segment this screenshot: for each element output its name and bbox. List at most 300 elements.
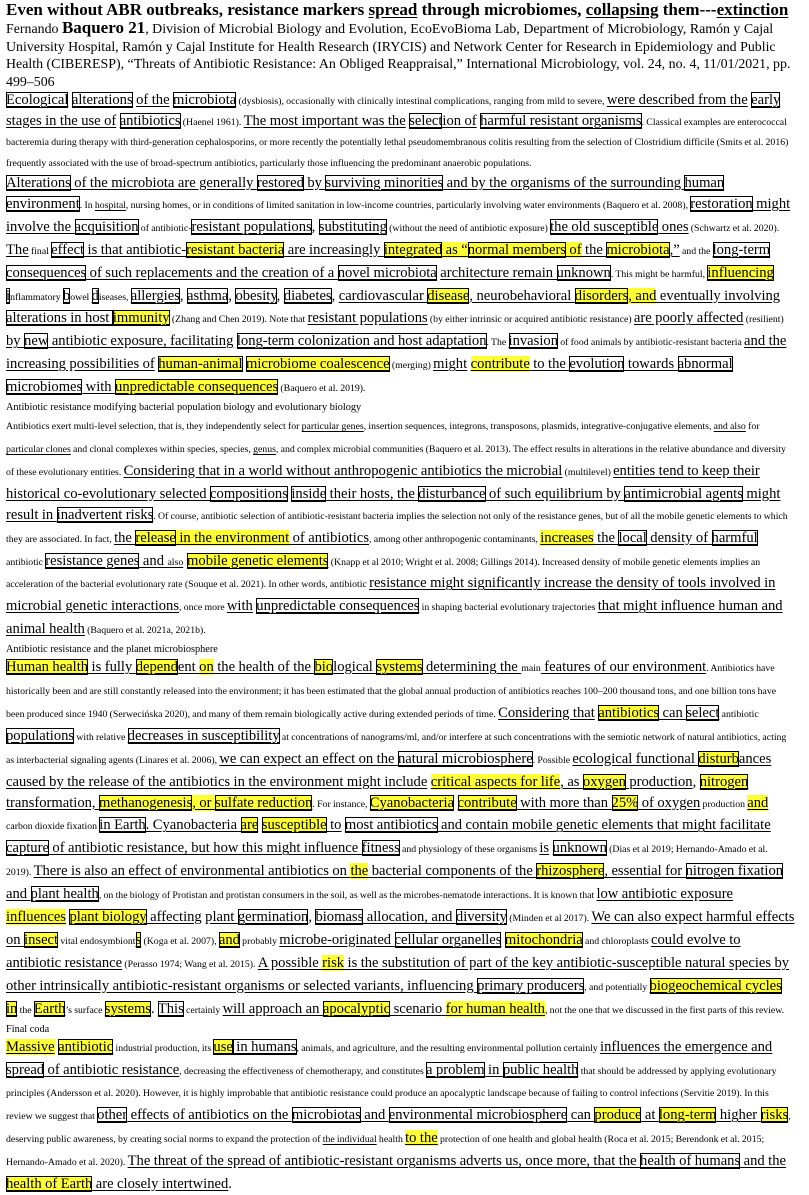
text-run: that might influence human and animal health [6, 598, 783, 638]
text-run: immunity [112, 310, 170, 327]
text-group [541, 659, 706, 675]
text-run: antibiotics [598, 704, 660, 721]
text-run: Ecological [6, 92, 69, 109]
text-run: human-animal [158, 356, 243, 373]
text-run: cardiovascular [338, 287, 428, 304]
text-run: eventually involving [656, 287, 781, 304]
text-run: (resilient) [743, 314, 784, 326]
text-run: and the [740, 1153, 786, 1170]
text-run: harmful [711, 529, 758, 546]
text-run: b [62, 287, 71, 304]
text-run: stages in the use of [6, 112, 117, 129]
text-run: , among other anthropogenic contaminants, [369, 533, 541, 545]
text-group [6, 728, 74, 744]
text-group [6, 659, 521, 675]
text-run: production [625, 773, 693, 790]
text-group [6, 92, 236, 108]
text-group [213, 1039, 296, 1055]
text-run: . [228, 1176, 232, 1193]
text-run: alterations [71, 92, 133, 109]
text-run: effect [51, 241, 85, 258]
text-run: , once more [179, 602, 227, 614]
text-group [634, 310, 744, 326]
text-run: risk [322, 954, 345, 971]
text-group [584, 982, 649, 993]
text-run: on [199, 659, 214, 676]
text-run: to the [529, 356, 570, 373]
text-group [187, 553, 328, 569]
text-run: the [114, 529, 136, 546]
text-run: , neurobehavioral [469, 287, 575, 304]
text-run: carbon dioxide fixation [6, 821, 100, 833]
text-run: with [226, 598, 253, 615]
text-run: nflammatory [10, 291, 63, 303]
text-run: Considering that [498, 704, 595, 721]
text-run: resistant populations [307, 310, 428, 327]
text-run: hospital [94, 199, 126, 211]
text-run: potentially [605, 981, 650, 993]
text-run: microbiota [173, 92, 237, 109]
paragraph-1 [6, 91, 795, 173]
text-run: health of humans [640, 1153, 741, 1170]
text-run: (Dias et al 2019; Hernando-Amado et al. 2019). [6, 844, 768, 879]
text-run: germination [237, 909, 309, 926]
text-group [128, 728, 280, 744]
text-run: restored [256, 175, 304, 191]
text-run: the old susceptible [550, 218, 659, 235]
text-run: to the [405, 1130, 438, 1147]
text-run: (Knapp et al 2010; Wright et al. 2008; Gillings 2014). Increased density of mobile genetic elements implies an acceleration of the bacterial evolutionary rate (Souque et al. 2021). In other words, antibiotic [6, 556, 761, 591]
text-run: of the [136, 92, 170, 109]
text-run: , [331, 287, 339, 304]
text-run: human environment [6, 175, 725, 212]
text-run: that should be addressed by applying evolutionary principles (Andersson et al. 2020). However, it is highly improbable that antibiotic resistance could produce an apocalyptic landscape because of failing to control infections (Servitie 2019). In this review we suggest that [6, 1065, 777, 1123]
text-run: , deserving public awareness, by creating social norms to expand the protection of [6, 1111, 791, 1146]
text-run: of oxygen [638, 794, 701, 811]
text-group [219, 751, 532, 767]
text-run: with more than [516, 794, 612, 811]
text-run: (multilevel) [562, 466, 614, 478]
citation-author: Baquero 21 [61, 18, 146, 37]
text-run: natural microbiosphere [397, 750, 533, 767]
text-group [370, 795, 701, 811]
text-run: depend [135, 659, 178, 676]
text-run: critical aspects for life [430, 773, 561, 790]
text-run: resistance genes [45, 552, 140, 569]
text-run: , and [628, 287, 657, 304]
text-run: resistant populations [191, 218, 312, 235]
text-run: diversity [455, 909, 507, 926]
text-run: to [326, 817, 342, 834]
text-run: release [135, 529, 176, 546]
text-run: alterations in host [6, 310, 113, 327]
text-run: . Antibiotics have historically been and are still constantly released into the environment; it has been estimated that the global annual production of antibiotics reaches 100–200 thousand tons, and one billion tons have been produced since 1940 (Serwecińska 2020), and many of them remain biologically active during extended periods of time. [6, 663, 777, 720]
text-run: ances caused by the release of the antibiotics in the environment might include [6, 750, 772, 790]
text-run: (Haenel 1961). [180, 116, 244, 128]
text-run: select [686, 704, 720, 721]
text-run: , not the one that we discussed in the first parts of this review. [544, 1004, 785, 1016]
text-run: unpredictable consequences [256, 598, 420, 615]
text-run: bio [314, 659, 334, 676]
text-run [454, 795, 457, 811]
text-run: most antibiotics [344, 817, 438, 834]
text-run: , on the biology of Protistan and protistan consumers in the soil, as well as the microbes-nematode interactions. It is known that [98, 890, 597, 902]
text-run: and [218, 932, 240, 948]
text-run: resistance might significantly increase the density of tools involved in microbial genetic interactions [6, 575, 776, 615]
text-run: local [618, 529, 647, 546]
text-run: disturbance [418, 485, 486, 502]
text-run: is that antibiotic- [84, 241, 187, 258]
text-group [509, 333, 558, 349]
text-run: and [6, 886, 31, 903]
text-run: sulfate reduction [214, 794, 313, 811]
text-run: and chloroplasts [582, 936, 651, 947]
text-run: determining the [422, 659, 522, 676]
text-run: logical [333, 659, 377, 676]
text-run: owel [70, 291, 92, 303]
text-run: Considering that in a world without anthropogenic antibiotics the microbial [123, 462, 563, 479]
text-run: in [484, 1061, 503, 1078]
text-run: novel microbiota [337, 264, 437, 281]
text-run: (Baquero et al. 2021a, 2021b). [84, 625, 206, 637]
text-run: long-term colonization and host adaptation [236, 333, 487, 350]
text-run: microbiome coalescence [245, 356, 390, 373]
text-run: . Cyanobacteria [145, 817, 241, 834]
text-run: Earth [33, 1000, 66, 1017]
text-run: select [409, 112, 443, 129]
text-run: (Schwartz et al. 2020). [688, 222, 780, 234]
text-run: i [6, 287, 11, 304]
text-run: . This might be harmful, [610, 268, 708, 280]
text-run: transformation, [6, 794, 100, 811]
text-run: in shaping bacterial evolutionary trajectories [419, 602, 598, 614]
text-run: normal members [467, 241, 566, 258]
text-run: public health [502, 1061, 579, 1078]
text-run: the [17, 1004, 34, 1016]
text-run: microbe-originated [279, 932, 395, 948]
paragraph-5 [6, 1037, 795, 1195]
text-run: nitrogen fixation [685, 863, 784, 880]
text-run: and contain mobile genetic elements that might facilitate [437, 817, 771, 834]
text-run: production [700, 798, 748, 810]
text-run: There is also an effect of environmental antibiotics on [33, 863, 351, 880]
text-run: primary producers [477, 977, 585, 994]
text-run: , [179, 287, 187, 304]
text-run: decreases in susceptibility [127, 727, 280, 744]
text-group [550, 219, 688, 235]
text-run: Massive [6, 1038, 55, 1055]
text-group [51, 242, 680, 258]
text-run: antibiotic [719, 708, 759, 720]
tag-text: them--- [658, 0, 717, 19]
text-run: with [82, 379, 116, 396]
text-run: and the increasing possibilities of [6, 333, 787, 373]
text-run: disease [427, 287, 470, 304]
text-run: (without the need of antibiotic exposure) [386, 222, 551, 234]
text-group [6, 1039, 113, 1055]
text-run: apocalyptic [322, 1000, 391, 1017]
text-run: use [213, 1038, 233, 1055]
text-group [426, 1062, 578, 1078]
text-run: produce [594, 1107, 642, 1124]
text-group [167, 557, 183, 568]
text-run: resistant bacteria [186, 241, 285, 258]
text-run: s [135, 932, 142, 948]
text-run: are poorly affected [633, 310, 744, 327]
text-run: asthma [187, 287, 229, 304]
text-run: obesity [235, 287, 277, 304]
text-group [114, 530, 369, 546]
text-run: (Zhang and Chen 2019). Note that [169, 314, 308, 326]
text-run: 25% [611, 794, 639, 811]
text-run: harmful resistant organisms [480, 112, 642, 129]
text-run: are increasingly [284, 241, 384, 258]
text-run: inside [291, 485, 327, 502]
text-group [307, 310, 427, 326]
text-run: biogeochemical cycles [649, 977, 782, 994]
text-run: their hosts, the [326, 485, 419, 502]
tag-text: through microbiomes, [417, 0, 586, 19]
text-run: by [303, 175, 326, 191]
text-run: iseases, [98, 291, 131, 303]
text-run: might [433, 356, 468, 373]
text-group [191, 219, 386, 235]
text-run: , or [192, 794, 215, 811]
text-group [227, 598, 420, 614]
text-run: inadvertent risks [56, 506, 154, 523]
text-run: the health of the [213, 659, 315, 676]
text-run: The most important was the [243, 112, 406, 129]
text-run: evolution [569, 356, 625, 373]
text-run: , nursing homes, or in conditions of limited sanitation in low-income countries, particularly involving water environments (Baquero et al. 2008), [125, 199, 691, 211]
text-run: of antibiotic resistance, but how this might influence [48, 840, 362, 857]
text-run: is fully [88, 659, 136, 676]
text-run: long-term [658, 1107, 717, 1124]
text-run: (Koga et al. 2007), [141, 936, 219, 947]
tag-text: Even without ABR outbreaks, resistance markers [6, 0, 369, 19]
text-run: . Possible [532, 754, 573, 766]
text-run: density of [646, 529, 712, 546]
text-run: resistance [121, 1061, 180, 1078]
text-run: systems [104, 1000, 151, 1017]
text-run: is [539, 840, 550, 857]
text-run: and [747, 794, 769, 811]
text-run: and the [679, 245, 713, 257]
text-run: . Classical examples are enterococcal bacteremia during therapy with third-generation cephalosporins, or more recently the potentially lethal pseudomembranous colitis resulting from the selection of Clostridium difficile (Smits et al. 2016) frequently associated with the use of broad-spectrum antibiotics, particularly those influencing the predominant anaerobic populations. [6, 116, 789, 169]
text-run: , insertion sequences, integrons, transposons, plasmids, integrative-conjugative elements, [363, 421, 714, 433]
text-run: mitochondria [504, 932, 583, 948]
text-run: , [308, 909, 316, 926]
text-run: plant health [30, 886, 99, 903]
text-run: by [6, 333, 25, 350]
text-run: . [150, 1000, 158, 1017]
text-run: vital endosymbiont [58, 936, 136, 947]
text-run: (Baquero et al. 2019). [278, 383, 366, 395]
text-run: effects of antibiotics on the [127, 1107, 292, 1124]
text-group [124, 463, 563, 479]
text-group [405, 1130, 438, 1146]
text-run: , [311, 218, 319, 235]
text-run: might involve the [6, 195, 791, 235]
tag-underlined-word: spread [368, 0, 418, 19]
text-run: will approach an [222, 1000, 323, 1017]
text-group [244, 113, 642, 129]
text-run: protection of one health and global health (Roca et al. 2015; Berendonk et al. 2015; Hernando-Amado et al. 2020). [6, 1134, 765, 1169]
text-run: abnormal microbiomes [6, 356, 733, 396]
tag-underlined-word: collapsing [585, 0, 659, 19]
section-heading: Final coda [6, 1023, 50, 1035]
text-run: contribute [470, 356, 530, 373]
text-run: genus [253, 443, 276, 455]
text-run: and [360, 1107, 389, 1124]
text-run: at [641, 1107, 659, 1124]
text-run: long-term consequences [6, 241, 771, 281]
text-run: ones [658, 218, 689, 235]
text-run: ,” [669, 241, 680, 258]
text-run: and clonal complexes within species, species, [70, 443, 254, 455]
text-run: features of our environment [540, 659, 707, 676]
text-run: , decreasing the effectiveness of chemotherapy, and constitutes [179, 1065, 427, 1077]
text-run: other [97, 1107, 128, 1124]
text-run: . Of course, antibiotic selection of antibiotic-resistant bacteria implies the selection not only of the resistance genes, but of all the mobile genetic elements to which they are associated. In fact, [6, 510, 788, 545]
text-run: in the environment [175, 529, 290, 546]
text-run: , and [584, 981, 606, 993]
text-run: with relative [74, 731, 128, 743]
text-run: allocation, and [363, 909, 456, 926]
text-run: of antibiotic- [138, 222, 192, 234]
text-run: new [24, 333, 49, 350]
text-run: . The [486, 337, 509, 349]
text-run: higher [716, 1107, 761, 1124]
text-run: surviving minorities [325, 175, 444, 191]
text-run: influences [6, 909, 66, 926]
text-run: antimicrobial agents [624, 485, 743, 502]
text-run: systems [376, 659, 423, 676]
text-run: , [228, 287, 236, 304]
text-run: microbiotas [291, 1107, 361, 1124]
text-run: entities tend to keep their historical co-evolutionary selected [6, 462, 760, 502]
text-run: antibiotics [119, 112, 181, 129]
section-heading: Antibiotic resistance and the planet microbiosphere [6, 644, 218, 656]
text-run: microbiota [606, 241, 670, 258]
text-run: ent [177, 659, 200, 676]
text-run: (by either intrinsic or acquired antibiotic resistance) [427, 314, 634, 326]
text-run: antibiotic [6, 556, 46, 568]
text-group [279, 932, 583, 948]
text-run: as “ [442, 241, 468, 258]
text-run: in [6, 1000, 18, 1017]
text-run: ’s surface [65, 1004, 105, 1016]
text-run: of food animals by antibiotic-resistant bacteria [558, 337, 745, 349]
text-run: (Perasso 1974; Wang et al. 2015). [122, 958, 258, 970]
text-run: plant [205, 909, 238, 926]
text-run: a problem [426, 1061, 485, 1078]
text-run: ion of [442, 112, 477, 129]
text-run: bacterial components of the [368, 863, 537, 880]
paragraph-3 [6, 415, 795, 642]
paragraph-2 [6, 173, 795, 400]
text-group [34, 1001, 66, 1017]
text-run: methanogenesis [99, 794, 193, 811]
text-run: affecting [146, 909, 202, 926]
citation-text: , Division of Microbial Biology and Evolution, EcoEvoBioma Lab, Department of Microbiology, Ramón y Cajal University Hospital, Ramón y Cajal Institute for Health Research (IRYCIS) and Network Center for Research in Epidemiology and Public Health (CIBERESP), “Threats of Antibiotic Resistance: An Obliged Reappraisal,” International Microbiology, vol. 24, no. 4, 11/01/2021, pp. 499–506 [6, 22, 791, 90]
text-run: of such equilibrium by [485, 485, 625, 502]
text-run: populations [6, 727, 75, 744]
text-run: and [139, 552, 168, 569]
text-run: plant biology [69, 909, 147, 926]
tag-underlined-word: extinction [716, 0, 789, 19]
text-run: contribute [457, 794, 517, 811]
text-run: ecological functional [572, 750, 699, 767]
text-run: Cyanobacteria [369, 794, 455, 811]
text-run: and also [713, 421, 746, 433]
text-run: The threat of the spread of antibiotic-resistant organisms adverts us, once more, that the [127, 1153, 641, 1170]
text-run: diabetes [283, 287, 332, 304]
text-run: capture [6, 840, 49, 857]
text-run: and [747, 1038, 773, 1055]
text-run: spread [6, 1061, 45, 1078]
text-run: the [581, 241, 607, 258]
text-run: and by the organisms of the surrounding [443, 175, 685, 191]
text-run: might result in [6, 485, 781, 523]
text-run: and physiology of these organisms [399, 844, 540, 856]
text-group [80, 200, 691, 211]
text-run: the [350, 863, 369, 880]
text-run: Human health [6, 659, 89, 676]
text-run: allergies [130, 287, 180, 304]
paragraph-4 [6, 657, 795, 1022]
text-run: oxygen [582, 773, 626, 790]
text-group [539, 840, 607, 856]
text-group [45, 553, 167, 569]
text-run: compositions [210, 485, 288, 502]
text-group [105, 1001, 184, 1017]
text-run: health [376, 1134, 406, 1146]
text-run: disorders [574, 287, 629, 304]
text-run: insect [24, 932, 59, 948]
text-run: substituting [318, 218, 387, 235]
text-run: at concentrations of nanograms/ml, and/or interfere at such concentrations with the semiotic network of natural antibiotics, acting as interbacterial signaling agents (Linares et al. 2006), [6, 731, 787, 766]
text-group [92, 288, 99, 304]
text-run: scenario [390, 1000, 446, 1017]
text-run: antibiotic [58, 1038, 114, 1055]
text-run: A possible [257, 954, 323, 971]
text-group [747, 795, 768, 811]
text-run: low antibiotic exposure [596, 886, 734, 903]
text-run: environmental microbiosphere [388, 1107, 568, 1124]
text-run: disturb [698, 750, 739, 767]
citation [6, 19, 795, 91]
text-run: of [565, 241, 582, 258]
text-run: antibiotic exposure, facilitating [48, 333, 234, 350]
text-group [6, 333, 487, 349]
text-run: for human health [445, 1000, 545, 1017]
text-run: can [659, 704, 687, 721]
text-group [223, 1001, 545, 1017]
card-tag [6, 0, 795, 19]
text-run: (merging) [389, 360, 434, 372]
text-group [540, 530, 757, 546]
text-run: cellular organelles [394, 932, 502, 948]
text-run: acquisition [74, 218, 139, 235]
text-group [97, 1107, 788, 1123]
text-run: in humans [232, 1038, 297, 1055]
text-run: certainly [183, 1004, 223, 1016]
section-heading: Antibiotic resistance modifying bacterial population biology and evolutionary biology [6, 402, 362, 414]
text-run: , [276, 287, 284, 304]
text-run: of such replacements and the creation of a [86, 264, 338, 281]
text-run: are closely intertwined [92, 1176, 229, 1193]
